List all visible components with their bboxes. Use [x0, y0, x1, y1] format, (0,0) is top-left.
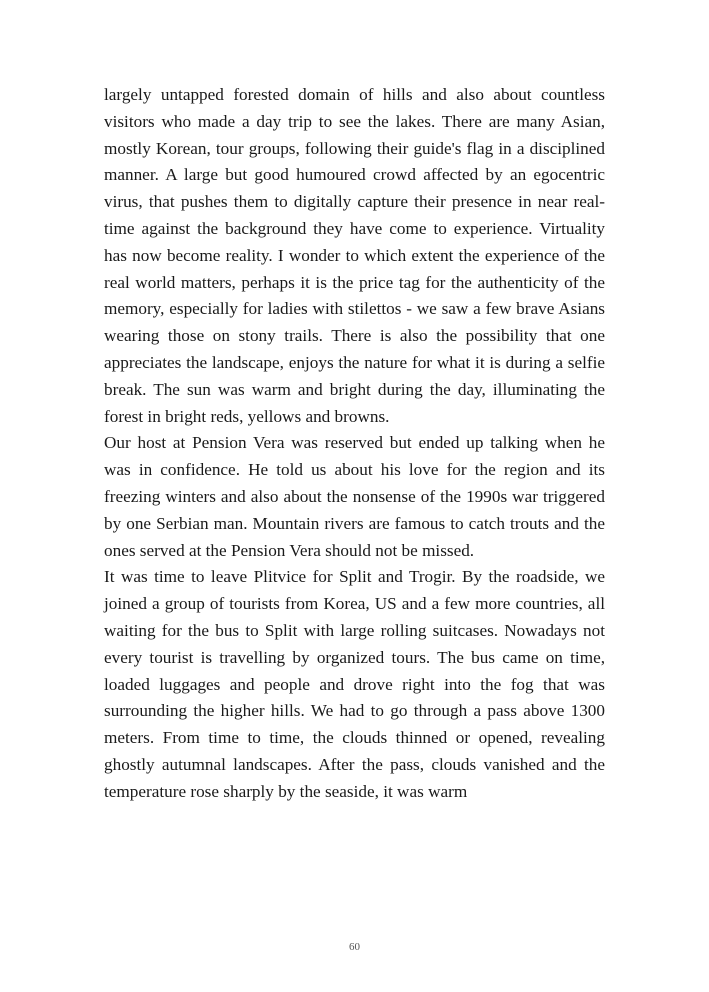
paragraph-plitvice-crowds: largely untapped forested domain of hills and also about countless visitors who made a day trip to see the lakes. There are many Asian, mostly Korean, tour groups, following their guide's flag in a disciplined manner. A large but good humoured crowd affected by an egocentric virus, that pushes them to digitally capture their presence in near real-time against the background they have come to experience. Virtuality has now become reality. I wonder to which extent the experience of the real world matters, perhaps it is the price tag for the authenticity of the memory, especially for ladies with stilettos - we saw a few brave Asians wearing those on stony trails. There is also the possibility that one appreciates the landscape, enjoys the nature for what it is during a selfie break. The sun was warm and bright during the day, illuminating the forest in bright reds, yellows and browns. [104, 85, 605, 426]
body-text [104, 82, 605, 806]
paragraph-bus-to-split: It was time to leave Plitvice for Split and Trogir. By the roadside, we joined a group of tourists from Korea, US and a few more countries, all waiting for the bus to Split with large rolling suitcases. Nowadays not every tourist is travelling by organized tours. The bus came on time, loaded luggages and people and drove right into the fog that was surrounding the higher hills. We had to go through a pass above 1300 meters. From time to time, the clouds thinned or opened, revealing ghostly autumnal landscapes. After the pass, clouds vanished and the temperature rose sharply by the seaside, it was warm [104, 567, 605, 801]
page-number: 60 [349, 941, 360, 953]
paragraph-pension-vera: Our host at Pension Vera was reserved but ended up talking when he was in confidence. He told us about his love for the region and its freezing winters and also about the nonsense of the 1990s war triggered by one Serbian man. Mountain rivers are famous to catch trouts and the ones served at the Pension Vera should not be missed. [104, 433, 605, 560]
